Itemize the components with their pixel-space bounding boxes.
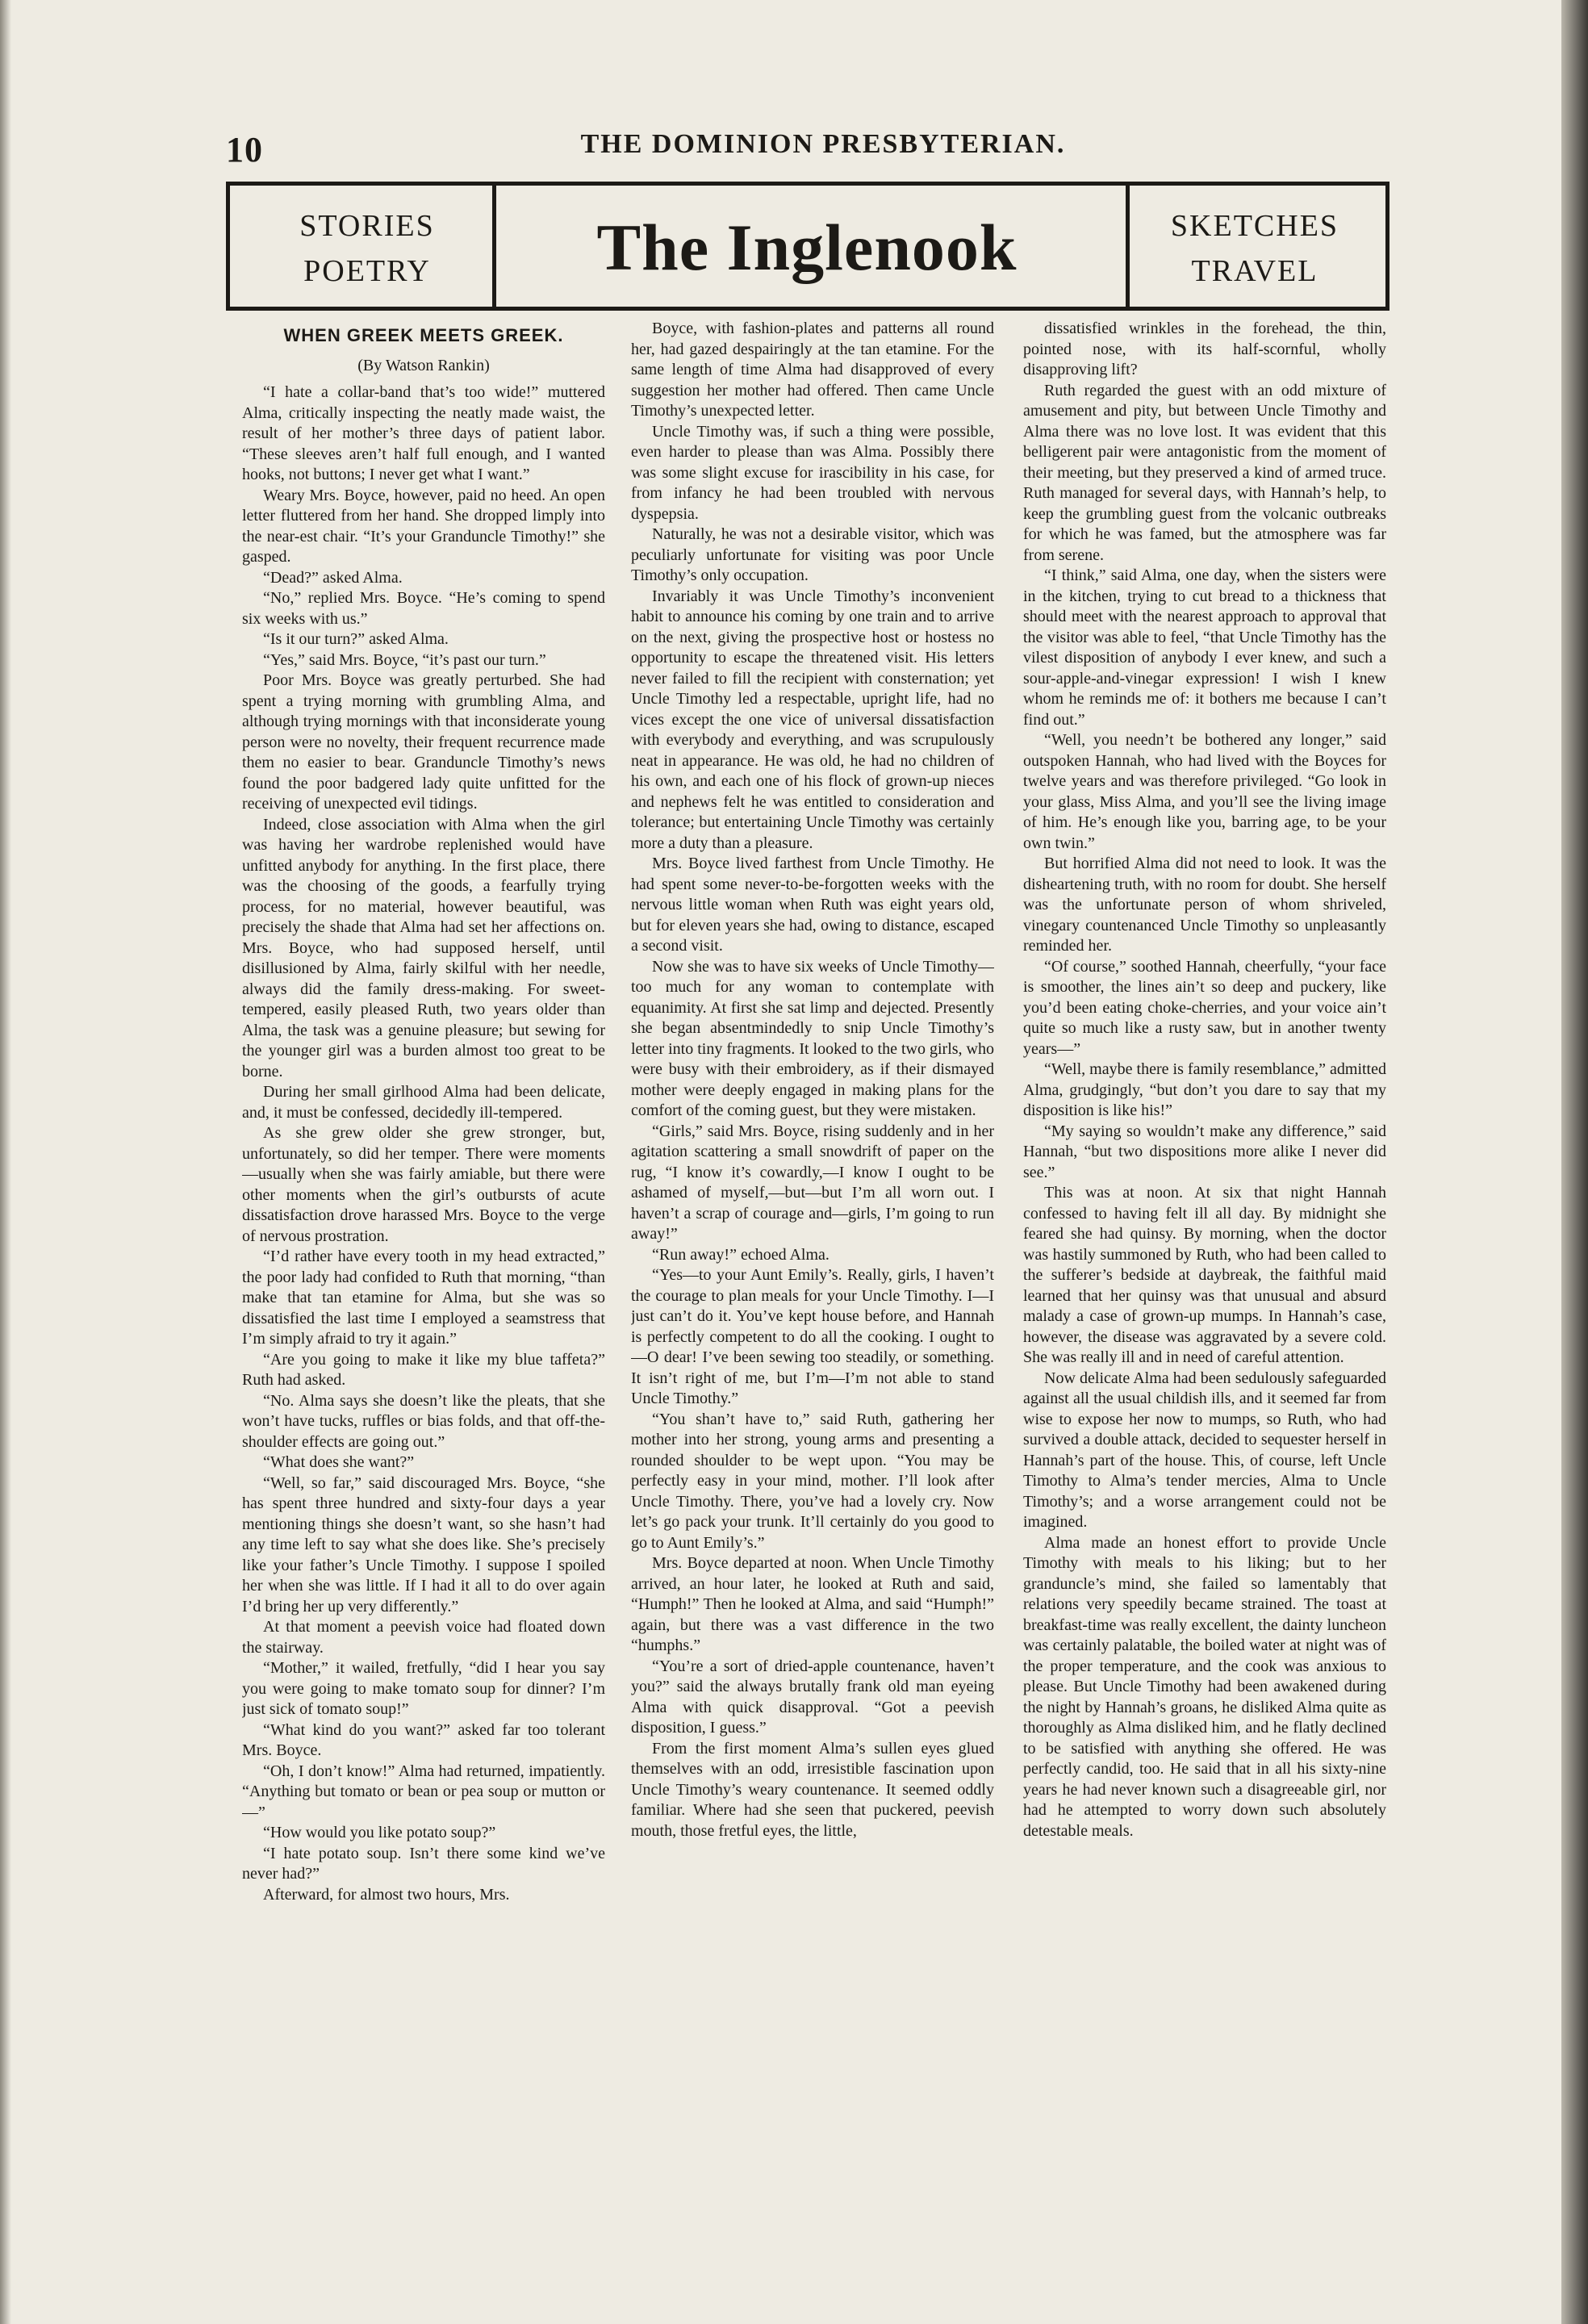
paragraph: Now delicate Alma had been sedulously safeguarded against all the usual childish ills, and it seemed far from wise to expose her now to mumps, so Ruth, who had survived a double attack, decided to sequester herself in Hannah’s part of the house. This, of course, left Uncle Timothy to Alma’s tender mercies, Alma to Uncle Timothy’s; and a worse arrangement could not be imagined. [1023, 1369, 1386, 1531]
banner-divider-right [1126, 186, 1130, 307]
paragraph: Boyce, with fashion-plates and patterns all round her, had gazed despairingly at the tan etamine. For the same length of time Alma had disapproved of every suggestion her mother had offered. Then came Uncle Timothy’s unexpected letter. [631, 320, 994, 420]
paragraph: Weary Mrs. Boyce, however, paid no heed. An open letter fluttered from her hand. She dropped limply into the near-est chair. “It’s your Granduncle Timothy!” she gasped. [242, 486, 605, 566]
paragraph: “What kind do you want?” asked far too tolerant Mrs. Boyce. [242, 1720, 605, 1759]
banner-label-stories: STORIES [299, 209, 435, 243]
paragraph: Mrs. Boyce departed at noon. When Uncle Timothy arrived, an hour later, he looked at Ruth and said, “Humph!” Then he looked at Alma, and said “Humph!” again, but there was a vast difference in the two “humphs.” [631, 1554, 994, 1654]
paragraph: Uncle Timothy was, if such a thing were possible, even harder to please than was Alma. Possibly there was some slight excuse for irascibility in his case, for from infancy he had been troubled with nervous dyspepsia. [631, 422, 994, 523]
banner-right-labels [1134, 203, 1376, 294]
article-column-1 [242, 319, 605, 2296]
paragraph: “How would you like potato soup?” [263, 1824, 496, 1841]
paragraph: “My saying so wouldn’t make any difference,” said Hannah, “but two dispositions more alike I never did see.” [1023, 1122, 1386, 1181]
article-column-2 [631, 319, 994, 2296]
banner-left-labels [246, 203, 488, 294]
paragraph: “I think,” said Alma, one day, when the sisters were in the kitchen, trying to cut bread to a thickness that should meet with the nearest approach to approval that the visitor was able to feel, “that Uncle Timothy has the vilest disposition of anybody I ever knew, and such a sour-apple-and-vinegar expression! I wish I knew whom he reminds me of: it bothers me because I can’t find out.” [1023, 566, 1386, 729]
paragraph: Ruth regarded the guest with an odd mixture of amusement and pity, but between Uncle Timothy and Alma there was no love lost. It was evident that this belligerent pair were antagonistic from the moment of their meeting, but they preserved a kind of armed truce. Ruth managed for several days, with Hannah’s help, to keep the grumbling guest from the volcanic outbreaks for which he was famed, but the atmosphere was far from serene. [1023, 381, 1386, 564]
section-banner [226, 182, 1390, 311]
paragraph: “I’d rather have every tooth in my head extracted,” the poor lady had confided to Ruth that morning, “than make that tan etamine for Alma, but she was so dissatisfied the last time I employed a seamstress that I’m simply afraid to try it again.” [242, 1248, 605, 1348]
banner-label-sketches: SKETCHES [1170, 209, 1339, 243]
paragraph: “Of course,” soothed Hannah, cheerfully, “your face is smoother, the lines ain’t so deep and puckery, like you’d been eating choke-cherries, and your voice ain’t quite so much like a rusty saw, but in another twenty years—” [1023, 957, 1386, 1058]
paragraph: Invariably it was Uncle Timothy’s inconvenient habit to announce his coming by one train and to arrive on the next, giving the prospective host or hostess no opportunity to escape the threatened visit. His letters never failed to fill the recipient with consternation; yet Uncle Timothy led a respectable, upright life, had no vices except the one vice of universal dissatisfaction with everybody and everything, and was scrupulously neat in appearance. He was old, he had no children of his own, and each one of his flock of grown-up nieces and nephews felt he was entitled to consideration and tolerance; but entertaining Uncle Timothy was certainly more a duty than a pleasure. [631, 587, 994, 852]
paragraph: As she grew older she grew stronger, but, unfortunately, so did her temper. There were moments—usually when she was fairly amiable, but there were other moments when the girl’s outbursts of acute dissatisfaction drove harassed Mrs. Boyce to the verge of nervous prostration. [242, 1124, 605, 1245]
paragraph: From the first moment Alma’s sullen eyes glued themselves with an odd, irresistible fascination upon Uncle Timothy’s weary countenance. It seemed oddly familiar. Where had she seen that puckered, peevish mouth, those fretful eyes, the little, [631, 1739, 994, 1840]
paragraph: “Oh, I don’t know!” Alma had returned, impatiently. “Anything but tomato or bean or pea soup or mutton or—” [242, 1762, 605, 1821]
paragraph: Afterward, for almost two hours, Mrs. [263, 1885, 510, 1904]
paragraph: “Dead?” asked Alma. [263, 568, 403, 587]
running-head: THE DOMINION PRESBYTERIAN. [580, 129, 1066, 159]
paragraph: dissatisfied wrinkles in the forehead, the thin, pointed nose, with its half-scornful, wholly disapproving lift? [1023, 320, 1386, 378]
column-1-text [242, 382, 605, 1905]
paragraph: “Are you going to make it like my blue taffeta?” Ruth had asked. [242, 1350, 605, 1389]
story-byline: (By Watson Rankin) [357, 356, 490, 374]
paragraph: “I hate potato soup. Isn’t there some kind we’ve never had?” [242, 1844, 605, 1883]
paragraph: “You’re a sort of dried-apple countenance, haven’t you?” said the always brutally frank old man eyeing Alma with quick disapproval. “Got a peevish disposition, I guess.” [631, 1657, 994, 1737]
paragraph: “Girls,” said Mrs. Boyce, rising suddenly and in her agitation scattering a small snowdrift of paper on the rug, “I know it’s cowardly,—I know I ought to be ashamed of myself,—but—but I’m all worn out. I haven’t a scrap of courage and—girls, I’m going to run away!” [631, 1122, 994, 1243]
paragraph: “Mother,” it wailed, fretfully, “did I hear you say you were going to make tomato soup for dinner? I’m just sick of tomato soup!” [242, 1659, 605, 1718]
paragraph: “Run away!” echoed Alma. [652, 1245, 830, 1264]
paragraph: Mrs. Boyce lived farthest from Uncle Timothy. He had spent some never-to-be-forgotten weeks with the nervous little woman when Ruth was eight years old, but for eleven years she had, owing to distance, escaped a second visit. [631, 855, 994, 955]
column-3-text [1023, 319, 1386, 1841]
paragraph: But horrified Alma did not need to look. It was the disheartening truth, with no room for doubt. She herself was the unfortunate person of whom shriveled, vinegary countenanced Uncle Timothy so unpleasantly reminded her. [1023, 855, 1386, 955]
paragraph: Now she was to have six weeks of Uncle Timothy—too much for any woman to contemplate with equanimity. At first she sat limp and dejected. Presently she began absentmindedly to snip Uncle Timothy’s letter into tiny fragments. It looked to the two girls, who were busy with their embroidery, as if their dismayed mother were deeply engaged in making plans for the comfort of the coming guest, but they were mistaken. [631, 957, 994, 1119]
paragraph: “No. Alma says she doesn’t like the pleats, that she won’t have tucks, ruffles or bias folds, and that off-the-shoulder effects are going out.” [242, 1391, 605, 1451]
paragraph: “Yes,” said Mrs. Boyce, “it’s past our turn.” [263, 650, 546, 669]
paragraph: “Well, so far,” said discouraged Mrs. Boyce, “she has spent three hundred and sixty-four days a year mentioning things she doesn’t want, so she hasn’t had any time left to say what she does like. She’s precisely like your father’s Uncle Timothy. I suppose I spoiled her when she was little. If I had it all to do over again I’d bring her up very differently.” [242, 1473, 605, 1616]
paragraph: Alma made an honest effort to provide Uncle Timothy with meals to his liking; but to her granduncle’s mind, she failed so lamentably that relations very speedily became strained. The toast at breakfast-time was really excellent, the dainty luncheon was certainly palatable, the boiled water at night was of the proper temperature, and the cook was anxious to please. But Uncle Timothy had been awakened during the night by Hannah’s groans, he disliked Alma quite as thoroughly as Alma disliked him, and he flatly declined to be satisfied with anything she offered. He was perfectly candid, too. He said that in all his sixty-nine years he had never known such a disagreeable girl, nor had he attempted to worry down such absolutely detestable meals. [1023, 1533, 1386, 1840]
banner-label-poetry: POETRY [303, 254, 431, 288]
paragraph: “Yes—to your Aunt Emily’s. Really, girls, I haven’t the courage to plan meals for your Uncle Timothy. I—I just can’t do it. You’ve kept house before, and Hannah is perfectly competent to do all the cooking. I ought to—O dear! I’ve been sewing too steadily, or something. It isn’t right of me, but I’m—I’m not able to stand Uncle Timothy.” [631, 1266, 994, 1407]
paragraph: “Is it our turn?” asked Alma. [263, 630, 449, 648]
paragraph: At that moment a peevish voice had floated down the stairway. [242, 1618, 605, 1657]
paragraph: Naturally, he was not a desirable visitor, which was peculiarly unfortunate for visiting was poor Uncle Timothy’s only occupation. [631, 525, 994, 584]
story-title: WHEN GREEK MEETS GREEK. [283, 325, 564, 345]
page-edge-shadow-right [1561, 0, 1588, 2324]
paragraph: Indeed, close association with Alma when the girl was having her wardrobe replenished would have unfitted anybody for anything. In the first place, there was the choosing of the goods, a fearfully trying process, for no material, however beautiful, was precisely the shade that Alma had set her affections on. Mrs. Boyce, who had supposed herself, until disillusioned by Alma, fairly skilful with her needle, always did the family dress-making. For sweet-tempered, easily pleased Ruth, two years older than Alma, the task was a genuine pleasure; but sewing for the younger girl was a burden almost too great to be borne. [242, 815, 605, 1080]
paragraph: Poor Mrs. Boyce was greatly perturbed. She had spent a trying morning with grumbling Alma, and although trying mornings with that inconsiderate young person were no novelty, their frequent recurrence made them no easier to bear. Granduncle Timothy’s news found the poor badgered lady quite unfitted for the receiving of unexpected evil tidings. [242, 671, 605, 813]
column-2-text [631, 319, 994, 1841]
paragraph: “I hate a collar-band that’s too wide!” muttered Alma, critically inspecting the neatly made waist, the result of her mother’s three days of patient labor. “These sleeves aren’t half full enough, and I wanted hooks, not buttons; I never get what I want.” [242, 383, 605, 483]
section-title: The Inglenook [596, 211, 1018, 284]
page-number: 10 [226, 130, 263, 169]
paragraph: “You shan’t have to,” said Ruth, gathering her mother into her strong, young arms and presenting a rounded shoulder to be wept upon. “You may be perfectly easy in your mind, mother. I’ll look after Uncle Timothy. There, you’ve had a lovely cry. Now let’s go pack your trunk. It’ll certainly do you good to go to Aunt Emily’s.” [631, 1410, 994, 1552]
article-column-3 [1023, 319, 1386, 2296]
paragraph: During her small girlhood Alma had been delicate, and, it must be confessed, decidedly ill-tempered. [242, 1083, 605, 1122]
paragraph: “What does she want?” [263, 1453, 415, 1471]
paragraph: “Well, you needn’t be bothered any longer,” said outspoken Hannah, who had lived with the Boyces for twelve years and was therefore privileged. “Go look in your glass, Miss Alma, and you’ll see the living image of him. He’s enough like you, barring age, to be your own twin.” [1023, 731, 1386, 852]
paragraph: “No,” replied Mrs. Boyce. “He’s coming to spend six weeks with us.” [242, 589, 605, 628]
paragraph: This was at noon. At six that night Hannah confessed to having felt ill all day. By midnight she feared she had quinsy. By morning, when the doctor was hastily summoned by Ruth, who had been called to the sufferer’s bedside at daybreak, the faithful maid learned that her quinsy was that unusual and absurd malady a case of grown-up mumps. In Hannah’s case, however, the disease was aggravated by a severe cold. She was really ill and in need of careful attention. [1023, 1184, 1386, 1366]
page-edge-shadow-left [0, 0, 11, 2324]
paragraph: “Well, maybe there is family resemblance,” admitted Alma, grudgingly, “but don’t you dare to say that my disposition is like his!” [1023, 1060, 1386, 1119]
banner-label-travel: TRAVEL [1191, 254, 1318, 288]
